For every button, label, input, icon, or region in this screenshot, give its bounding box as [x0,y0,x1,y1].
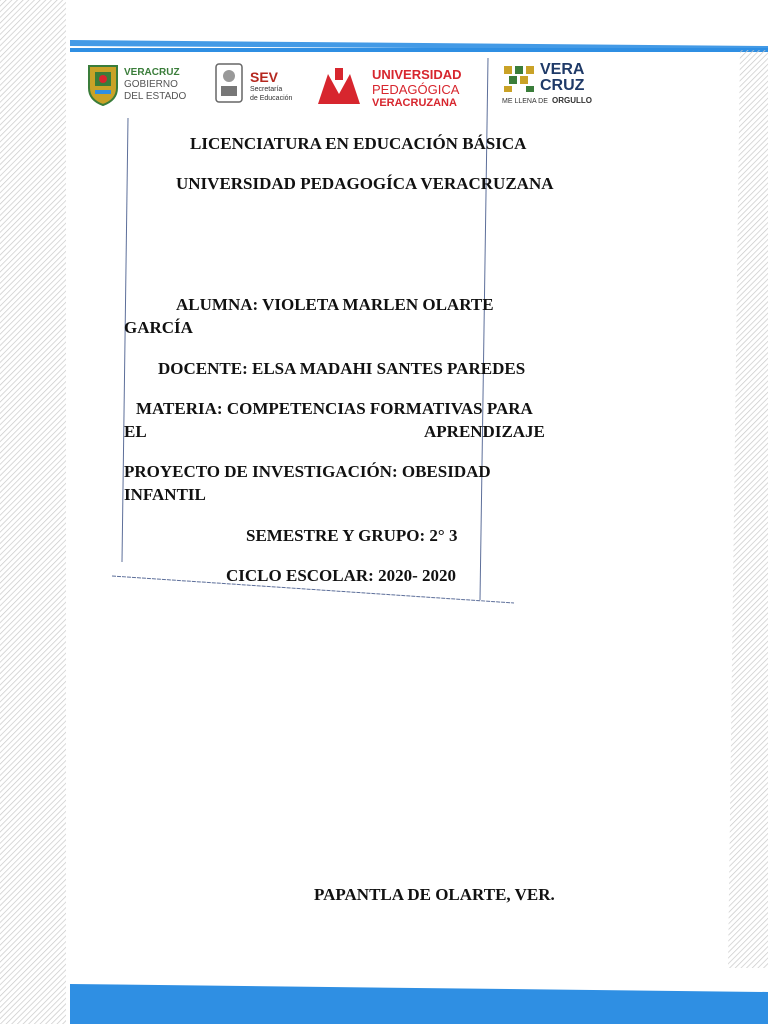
brand-tagline-b: ORGULLO [552,96,592,105]
school-year: CICLO ESCOLAR: 2020- 2020 [226,566,456,585]
left-hatch-border [0,0,66,1024]
location: PAPANTLA DE OLARTE, VER. [314,885,555,904]
upv-logo [310,56,480,112]
veracruz-gobierno-logo [86,56,196,112]
student-name-line1: ALUMNA: VIOLETA MARLEN OLARTE [176,295,494,314]
subject-line2a: EL [124,422,147,441]
veracruz-pattern-icon [502,64,536,94]
brand-line1: VERA [540,61,585,78]
project-line1: PROYECTO DE INVESTIGACIÓN: OBESIDAD [124,462,491,481]
upv-emblem-icon [314,64,364,110]
veracruz-brand-logo [502,56,622,112]
gov-line2: GOBIERNO [124,79,178,90]
sev-sub1: Secretaría [250,86,283,93]
state-coat-of-arms-icon [86,62,120,106]
subject-line2b: APRENDIZAJE [424,422,545,441]
right-hatch-border [728,50,768,968]
university-name: UNIVERSIDAD PEDAGOGÍCA VERACRUZANA [176,174,554,193]
gov-line3: DEL ESTADO [124,91,187,102]
sev-title: SEV [250,69,279,85]
degree-title: LICENCIATURA EN EDUCACIÓN BÁSICA [190,134,527,153]
brand-line2: CRUZ [540,77,585,94]
teacher-name: DOCENTE: ELSA MADAHI SANTES PAREDES [158,359,526,378]
sev-sub2: de Educación [250,95,293,102]
upv-line3: VERACRUZANA [372,97,457,109]
upv-line2: PEDAGÓGICA [372,82,460,97]
bottom-blue-band [70,984,768,1024]
project-line2: INFANTIL [124,485,206,504]
subject-line1: MATERIA: COMPETENCIAS FORMATIVAS PARA [136,399,533,418]
student-name-line2: GARCÍA [124,318,193,337]
gov-line1: VERACRUZ [124,67,180,78]
upv-line1: UNIVERSIDAD [372,67,462,82]
semester-group: SEMESTRE Y GRUPO: 2° 3 [246,526,458,545]
brand-tagline-a: ME LLENA DE [502,98,548,105]
header-logos [80,56,620,112]
sev-emblem-icon [214,62,244,106]
sev-logo [214,56,304,112]
